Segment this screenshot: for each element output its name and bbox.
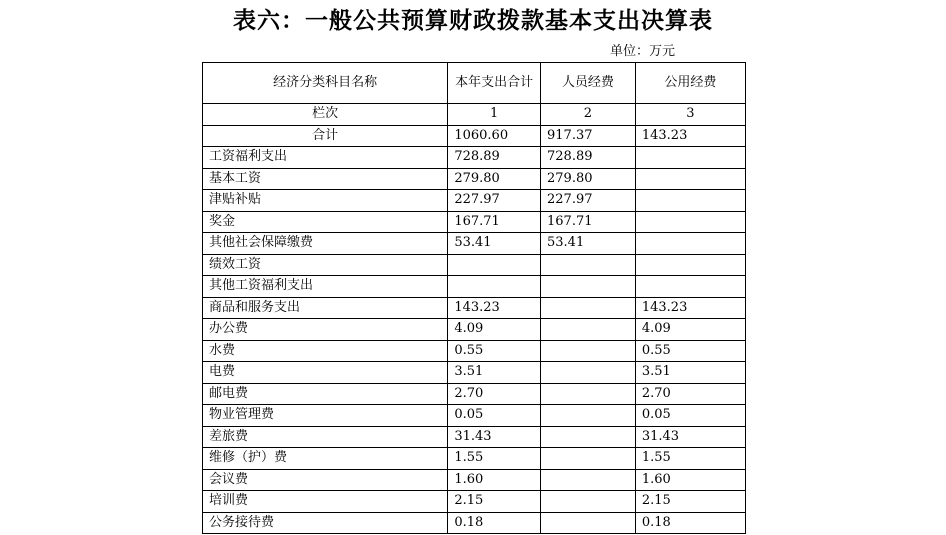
row-public — [635, 254, 745, 276]
table-row — [203, 448, 746, 470]
table-row — [203, 319, 746, 341]
row-staff — [541, 297, 636, 319]
row-public: 0.55 — [635, 340, 745, 362]
row-name: 办公费 — [203, 319, 448, 341]
row-staff: 728.89 — [541, 147, 636, 169]
row-public: 2.70 — [635, 383, 745, 405]
row-public: 2.15 — [635, 491, 745, 513]
row-name: 电费 — [203, 362, 448, 384]
row-name: 公务接待费 — [203, 512, 448, 534]
row-name: 绩效工资 — [203, 254, 448, 276]
total-row — [203, 125, 746, 147]
row-total: 1.55 — [448, 448, 541, 470]
row-public — [635, 147, 745, 169]
table-row — [203, 168, 746, 190]
row-public: 3.51 — [635, 362, 745, 384]
row-total: 2.15 — [448, 491, 541, 513]
row-total: 167.71 — [448, 211, 541, 233]
row-name: 其他工资福利支出 — [203, 276, 448, 298]
table-row — [203, 190, 746, 212]
row-staff — [541, 469, 636, 491]
table-row — [203, 297, 746, 319]
table-row — [203, 362, 746, 384]
table-row — [203, 469, 746, 491]
header-staff: 人员经费 — [541, 63, 636, 104]
row-public: 1.55 — [635, 448, 745, 470]
row-total: 53.41 — [448, 233, 541, 255]
header-row — [203, 63, 746, 104]
table-row — [203, 276, 746, 298]
row-staff: 227.97 — [541, 190, 636, 212]
row-staff — [541, 491, 636, 513]
total-label: 合计 — [203, 125, 448, 147]
row-staff — [541, 512, 636, 534]
row-public — [635, 276, 745, 298]
row-public — [635, 233, 745, 255]
row-total: 0.55 — [448, 340, 541, 362]
row-total — [448, 254, 541, 276]
total-staff: 917.37 — [541, 125, 636, 147]
row-staff — [541, 340, 636, 362]
row-total: 143.23 — [448, 297, 541, 319]
row-staff: 167.71 — [541, 211, 636, 233]
row-staff — [541, 426, 636, 448]
row-name: 会议费 — [203, 469, 448, 491]
budget-table — [202, 62, 746, 534]
row-staff — [541, 383, 636, 405]
row-public — [635, 211, 745, 233]
row-staff — [541, 319, 636, 341]
header-name: 经济分类科目名称 — [203, 63, 448, 104]
total-public: 143.23 — [635, 125, 745, 147]
row-total: 0.05 — [448, 405, 541, 427]
row-name: 邮电费 — [203, 383, 448, 405]
row-public — [635, 168, 745, 190]
row-total: 4.09 — [448, 319, 541, 341]
row-total: 3.51 — [448, 362, 541, 384]
table-row — [203, 211, 746, 233]
row-name: 培训费 — [203, 491, 448, 513]
row-total: 728.89 — [448, 147, 541, 169]
row-staff — [541, 254, 636, 276]
table-row — [203, 340, 746, 362]
row-name: 奖金 — [203, 211, 448, 233]
row-public: 0.18 — [635, 512, 745, 534]
row-name: 津贴补贴 — [203, 190, 448, 212]
header-public: 公用经费 — [635, 63, 745, 104]
table-row — [203, 383, 746, 405]
row-staff — [541, 405, 636, 427]
table-row — [203, 405, 746, 427]
row-total: 31.43 — [448, 426, 541, 448]
total-amount: 1060.60 — [448, 125, 541, 147]
row-public: 4.09 — [635, 319, 745, 341]
row-name: 其他社会保障缴费 — [203, 233, 448, 255]
row-public: 1.60 — [635, 469, 745, 491]
column-index-row — [203, 104, 746, 126]
table-row — [203, 512, 746, 534]
row-total: 0.18 — [448, 512, 541, 534]
row-public — [635, 190, 745, 212]
row-public: 31.43 — [635, 426, 745, 448]
row-total — [448, 276, 541, 298]
row-name: 工资福利支出 — [203, 147, 448, 169]
page-title: 表六：一般公共预算财政拨款基本支出决算表 — [233, 8, 713, 34]
row-total: 227.97 — [448, 190, 541, 212]
header-total: 本年支出合计 — [448, 63, 541, 104]
row-total: 1.60 — [448, 469, 541, 491]
table-row — [203, 491, 746, 513]
row-name: 维修（护）费 — [203, 448, 448, 470]
table-row — [203, 147, 746, 169]
table-row — [203, 426, 746, 448]
column-index-3: 3 — [635, 104, 745, 126]
column-index-label: 栏次 — [203, 104, 448, 126]
unit-label: 单位：万元 — [610, 44, 676, 59]
row-public: 143.23 — [635, 297, 745, 319]
row-name: 差旅费 — [203, 426, 448, 448]
row-name: 水费 — [203, 340, 448, 362]
row-staff — [541, 448, 636, 470]
row-total: 2.70 — [448, 383, 541, 405]
column-index-2: 2 — [541, 104, 636, 126]
row-staff — [541, 276, 636, 298]
row-total: 279.80 — [448, 168, 541, 190]
row-name: 商品和服务支出 — [203, 297, 448, 319]
row-staff — [541, 362, 636, 384]
row-name: 物业管理费 — [203, 405, 448, 427]
row-name: 基本工资 — [203, 168, 448, 190]
row-public: 0.05 — [635, 405, 745, 427]
row-staff: 53.41 — [541, 233, 636, 255]
column-index-1: 1 — [448, 104, 541, 126]
table-row — [203, 254, 746, 276]
row-staff: 279.80 — [541, 168, 636, 190]
table-row — [203, 233, 746, 255]
